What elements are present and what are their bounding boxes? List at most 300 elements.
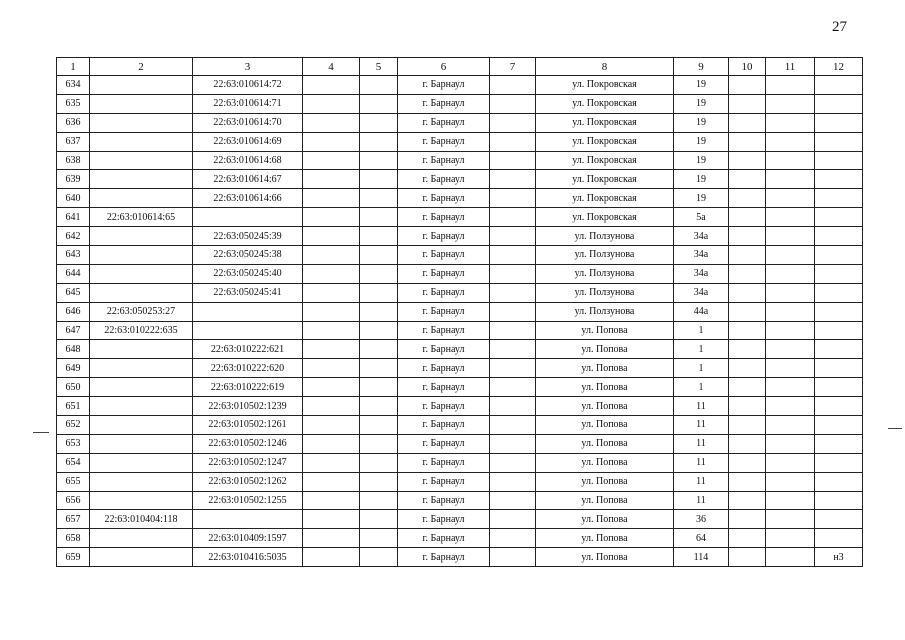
- table-cell-col-7: [490, 246, 536, 265]
- table-row: [57, 283, 863, 302]
- table-cell-col-10: [729, 491, 766, 510]
- table-cell-col-12: [815, 453, 863, 472]
- table-cell-col-5: [360, 397, 398, 416]
- table-cell-col-12: [815, 170, 863, 189]
- table-cell-col-8: ул. Попова: [536, 321, 674, 340]
- land-plot-registry-table: [56, 57, 863, 567]
- column-header-2: 2: [90, 58, 193, 76]
- table-cell-col-12: [815, 359, 863, 378]
- column-header-8: 8: [536, 58, 674, 76]
- table-cell-col-12: [815, 434, 863, 453]
- table-cell-col-11: [766, 208, 815, 227]
- table-cell-col-12: [815, 340, 863, 359]
- table-cell-col-5: [360, 94, 398, 113]
- table-cell-col-4: [303, 208, 360, 227]
- table-cell-col-4: [303, 340, 360, 359]
- table-cell-col-4: [303, 397, 360, 416]
- table-cell-col-2: [90, 491, 193, 510]
- table-cell-col-9: 19: [674, 170, 729, 189]
- table-cell-col-5: [360, 453, 398, 472]
- table-cell-col-11: [766, 321, 815, 340]
- table-cell-col-11: [766, 227, 815, 246]
- table-cell-col-5: [360, 264, 398, 283]
- table-cell-col-8: ул. Попова: [536, 416, 674, 435]
- table-cell-col-10: [729, 94, 766, 113]
- table-cell-col-1: 635: [57, 94, 90, 113]
- table-row: [57, 132, 863, 151]
- table-cell-col-3: 22:63:010614:68: [193, 151, 303, 170]
- table-cell-col-4: [303, 321, 360, 340]
- table-row: [57, 434, 863, 453]
- table-cell-col-9: 1: [674, 359, 729, 378]
- table-cell-col-4: [303, 491, 360, 510]
- table-cell-col-4: [303, 246, 360, 265]
- table-cell-col-1: 647: [57, 321, 90, 340]
- table-cell-col-10: [729, 132, 766, 151]
- column-header-11: 11: [766, 58, 815, 76]
- table-cell-col-2: [90, 113, 193, 132]
- table-cell-col-11: [766, 434, 815, 453]
- table-cell-col-4: [303, 132, 360, 151]
- table-cell-col-10: [729, 453, 766, 472]
- table-row: [57, 321, 863, 340]
- table-cell-col-2: [90, 283, 193, 302]
- table-cell-col-9: 64: [674, 529, 729, 548]
- table-cell-col-7: [490, 189, 536, 208]
- table-cell-col-10: [729, 416, 766, 435]
- table-cell-col-9: 36: [674, 510, 729, 529]
- table-cell-col-1: 636: [57, 113, 90, 132]
- table-cell-col-1: 658: [57, 529, 90, 548]
- table-row: [57, 302, 863, 321]
- table-cell-col-9: 19: [674, 189, 729, 208]
- table-cell-col-1: 659: [57, 548, 90, 567]
- table-cell-col-5: [360, 113, 398, 132]
- table-cell-col-6: г. Барнаул: [398, 76, 490, 95]
- table-cell-col-7: [490, 378, 536, 397]
- table-cell-col-6: г. Барнаул: [398, 340, 490, 359]
- table-cell-col-1: 639: [57, 170, 90, 189]
- table-cell-col-4: [303, 189, 360, 208]
- table-cell-col-7: [490, 132, 536, 151]
- table-cell-col-11: [766, 378, 815, 397]
- table-cell-col-3: 22:63:010222:621: [193, 340, 303, 359]
- table-cell-col-7: [490, 340, 536, 359]
- table-cell-col-1: 654: [57, 453, 90, 472]
- table-cell-col-6: г. Барнаул: [398, 208, 490, 227]
- table-cell-col-1: 642: [57, 227, 90, 246]
- table-cell-col-7: [490, 76, 536, 95]
- table-cell-col-7: [490, 472, 536, 491]
- table-cell-col-4: [303, 529, 360, 548]
- table-cell-col-6: г. Барнаул: [398, 510, 490, 529]
- table-cell-col-2: 22:63:010222:635: [90, 321, 193, 340]
- table-cell-col-1: 657: [57, 510, 90, 529]
- table-cell-col-3: 22:63:050245:38: [193, 246, 303, 265]
- table-cell-col-4: [303, 548, 360, 567]
- table-cell-col-9: 11: [674, 434, 729, 453]
- scan-artifact-right: [888, 428, 902, 429]
- table-cell-col-1: 637: [57, 132, 90, 151]
- table-cell-col-2: [90, 434, 193, 453]
- table-cell-col-5: [360, 340, 398, 359]
- table-cell-col-2: [90, 227, 193, 246]
- table-cell-col-2: 22:63:010404:118: [90, 510, 193, 529]
- table-cell-col-9: 5а: [674, 208, 729, 227]
- table-cell-col-9: 44а: [674, 302, 729, 321]
- table-cell-col-9: 11: [674, 416, 729, 435]
- table-cell-col-7: [490, 321, 536, 340]
- table-cell-col-1: 649: [57, 359, 90, 378]
- column-header-3: 3: [193, 58, 303, 76]
- column-header-1: 1: [57, 58, 90, 76]
- table-cell-col-9: 34а: [674, 283, 729, 302]
- table-cell-col-11: [766, 548, 815, 567]
- column-header-4: 4: [303, 58, 360, 76]
- table-cell-col-12: [815, 397, 863, 416]
- table-row: [57, 491, 863, 510]
- table-cell-col-6: г. Барнаул: [398, 321, 490, 340]
- table-cell-col-4: [303, 283, 360, 302]
- table-cell-col-10: [729, 302, 766, 321]
- table-cell-col-6: г. Барнаул: [398, 246, 490, 265]
- table-cell-col-2: [90, 359, 193, 378]
- table-cell-col-6: г. Барнаул: [398, 529, 490, 548]
- table-cell-col-6: г. Барнаул: [398, 434, 490, 453]
- table-cell-col-7: [490, 227, 536, 246]
- table-cell-col-10: [729, 510, 766, 529]
- table-cell-col-6: г. Барнаул: [398, 227, 490, 246]
- table-cell-col-1: 648: [57, 340, 90, 359]
- table-cell-col-2: [90, 189, 193, 208]
- table-cell-col-5: [360, 321, 398, 340]
- table-cell-col-6: г. Барнаул: [398, 170, 490, 189]
- table-cell-col-1: 651: [57, 397, 90, 416]
- table-cell-col-11: [766, 491, 815, 510]
- table-cell-col-10: [729, 340, 766, 359]
- table-cell-col-12: [815, 264, 863, 283]
- table-cell-col-2: [90, 340, 193, 359]
- table-cell-col-1: 653: [57, 434, 90, 453]
- table-cell-col-8: ул. Попова: [536, 378, 674, 397]
- table-cell-col-10: [729, 359, 766, 378]
- table-cell-col-11: [766, 170, 815, 189]
- table-cell-col-7: [490, 434, 536, 453]
- table-cell-col-4: [303, 378, 360, 397]
- table-cell-col-10: [729, 227, 766, 246]
- table-cell-col-7: [490, 359, 536, 378]
- table-cell-col-12: [815, 321, 863, 340]
- table-cell-col-9: 34а: [674, 227, 729, 246]
- table-cell-col-10: [729, 189, 766, 208]
- table-row: [57, 529, 863, 548]
- table-row: [57, 170, 863, 189]
- table-cell-col-6: г. Барнаул: [398, 264, 490, 283]
- table-row: [57, 416, 863, 435]
- table-row: [57, 453, 863, 472]
- table-cell-col-12: [815, 472, 863, 491]
- table-cell-col-4: [303, 416, 360, 435]
- table-cell-col-9: 1: [674, 378, 729, 397]
- table-cell-col-1: 643: [57, 246, 90, 265]
- table-cell-col-10: [729, 434, 766, 453]
- table-row: [57, 227, 863, 246]
- table-cell-col-1: 644: [57, 264, 90, 283]
- table-cell-col-12: [815, 491, 863, 510]
- table-cell-col-2: [90, 94, 193, 113]
- table-cell-col-3: 22:63:050245:39: [193, 227, 303, 246]
- table-cell-col-7: [490, 529, 536, 548]
- table-cell-col-12: [815, 378, 863, 397]
- table-row: [57, 113, 863, 132]
- table-cell-col-12: [815, 529, 863, 548]
- table-cell-col-7: [490, 416, 536, 435]
- table-cell-col-4: [303, 227, 360, 246]
- table-cell-col-11: [766, 453, 815, 472]
- table-cell-col-1: 655: [57, 472, 90, 491]
- table-cell-col-5: [360, 151, 398, 170]
- table-cell-col-3: [193, 321, 303, 340]
- table-cell-col-2: [90, 416, 193, 435]
- table-cell-col-8: ул. Ползунова: [536, 246, 674, 265]
- table-cell-col-3: 22:63:010416:5035: [193, 548, 303, 567]
- table-cell-col-11: [766, 264, 815, 283]
- table-row: [57, 151, 863, 170]
- table-cell-col-12: [815, 113, 863, 132]
- column-header-5: 5: [360, 58, 398, 76]
- table-cell-col-2: 22:63:050253:27: [90, 302, 193, 321]
- table-cell-col-1: 640: [57, 189, 90, 208]
- table-cell-col-10: [729, 397, 766, 416]
- table-cell-col-6: г. Барнаул: [398, 189, 490, 208]
- table-cell-col-6: г. Барнаул: [398, 94, 490, 113]
- table-cell-col-12: [815, 132, 863, 151]
- table-cell-col-9: 19: [674, 94, 729, 113]
- column-header-12: 12: [815, 58, 863, 76]
- table-cell-col-1: 634: [57, 76, 90, 95]
- table-cell-col-3: 22:63:010614:69: [193, 132, 303, 151]
- table-cell-col-8: ул. Ползунова: [536, 227, 674, 246]
- column-header-6: 6: [398, 58, 490, 76]
- table-cell-col-5: [360, 416, 398, 435]
- table-cell-col-12: [815, 302, 863, 321]
- table-cell-col-3: [193, 302, 303, 321]
- table-cell-col-5: [360, 170, 398, 189]
- table-cell-col-2: [90, 151, 193, 170]
- table-row: [57, 510, 863, 529]
- table-cell-col-4: [303, 510, 360, 529]
- table-cell-col-10: [729, 529, 766, 548]
- table-cell-col-4: [303, 359, 360, 378]
- table-cell-col-8: ул. Покровская: [536, 76, 674, 95]
- table-cell-col-2: [90, 264, 193, 283]
- table-cell-col-4: [303, 472, 360, 491]
- table-cell-col-5: [360, 208, 398, 227]
- table-cell-col-3: 22:63:010502:1255: [193, 491, 303, 510]
- table-cell-col-4: [303, 434, 360, 453]
- table-cell-col-1: 641: [57, 208, 90, 227]
- table-cell-col-8: ул. Попова: [536, 510, 674, 529]
- table-cell-col-10: [729, 472, 766, 491]
- table-cell-col-12: [815, 151, 863, 170]
- table-cell-col-3: 22:63:010409:1597: [193, 529, 303, 548]
- table-cell-col-11: [766, 397, 815, 416]
- table-cell-col-3: 22:63:010614:70: [193, 113, 303, 132]
- table-cell-col-10: [729, 170, 766, 189]
- table-cell-col-8: ул. Попова: [536, 359, 674, 378]
- table-cell-col-7: [490, 397, 536, 416]
- table-cell-col-2: [90, 246, 193, 265]
- table-cell-col-11: [766, 283, 815, 302]
- table-cell-col-3: 22:63:010222:620: [193, 359, 303, 378]
- table-cell-col-3: 22:63:010614:72: [193, 76, 303, 95]
- table-row: [57, 472, 863, 491]
- table-cell-col-11: [766, 359, 815, 378]
- table-cell-col-3: 22:63:010502:1261: [193, 416, 303, 435]
- table-cell-col-4: [303, 113, 360, 132]
- table-cell-col-4: [303, 453, 360, 472]
- table-cell-col-10: [729, 264, 766, 283]
- table-cell-col-3: 22:63:050245:40: [193, 264, 303, 283]
- table-cell-col-6: г. Барнаул: [398, 132, 490, 151]
- table-cell-col-8: ул. Ползунова: [536, 283, 674, 302]
- table-cell-col-2: [90, 132, 193, 151]
- table-cell-col-3: 22:63:010614:66: [193, 189, 303, 208]
- table-cell-col-9: 34а: [674, 264, 729, 283]
- table-cell-col-10: [729, 378, 766, 397]
- table-cell-col-5: [360, 302, 398, 321]
- table-cell-col-6: г. Барнаул: [398, 397, 490, 416]
- table-cell-col-6: г. Барнаул: [398, 151, 490, 170]
- table-cell-col-12: [815, 208, 863, 227]
- table-cell-col-9: 19: [674, 151, 729, 170]
- table-cell-col-3: 22:63:010502:1246: [193, 434, 303, 453]
- table-cell-col-8: ул. Покровская: [536, 94, 674, 113]
- table-cell-col-4: [303, 170, 360, 189]
- table-cell-col-2: [90, 397, 193, 416]
- table-cell-col-9: 19: [674, 113, 729, 132]
- table-cell-col-4: [303, 76, 360, 95]
- table-cell-col-3: 22:63:010614:71: [193, 94, 303, 113]
- table-cell-col-7: [490, 264, 536, 283]
- table-cell-col-8: ул. Попова: [536, 434, 674, 453]
- table-cell-col-6: г. Барнаул: [398, 472, 490, 491]
- table-cell-col-11: [766, 113, 815, 132]
- table-cell-col-6: г. Барнаул: [398, 359, 490, 378]
- table-cell-col-8: ул. Ползунова: [536, 264, 674, 283]
- table-cell-col-3: 22:63:010222:619: [193, 378, 303, 397]
- table-cell-col-7: [490, 170, 536, 189]
- table-cell-col-5: [360, 283, 398, 302]
- table-cell-col-3: [193, 208, 303, 227]
- table-cell-col-2: [90, 548, 193, 567]
- table-cell-col-12: [815, 227, 863, 246]
- table-cell-col-9: 19: [674, 132, 729, 151]
- table-row: [57, 94, 863, 113]
- table-cell-col-9: 1: [674, 340, 729, 359]
- table-cell-col-7: [490, 491, 536, 510]
- table-cell-col-10: [729, 321, 766, 340]
- table-cell-col-9: 19: [674, 76, 729, 95]
- table-cell-col-10: [729, 283, 766, 302]
- table-cell-col-7: [490, 113, 536, 132]
- table-cell-col-3: 22:63:010502:1262: [193, 472, 303, 491]
- table-cell-col-6: г. Барнаул: [398, 453, 490, 472]
- table-cell-col-9: 11: [674, 472, 729, 491]
- table-cell-col-8: ул. Покровская: [536, 170, 674, 189]
- table-cell-col-12: [815, 283, 863, 302]
- table-cell-col-1: 652: [57, 416, 90, 435]
- table-cell-col-11: [766, 340, 815, 359]
- table-row: [57, 397, 863, 416]
- table-cell-col-6: г. Барнаул: [398, 302, 490, 321]
- table-cell-col-3: 22:63:010502:1247: [193, 453, 303, 472]
- table-cell-col-8: ул. Ползунова: [536, 302, 674, 321]
- table-cell-col-12: [815, 76, 863, 95]
- page-number: 27: [832, 19, 847, 35]
- table-cell-col-5: [360, 548, 398, 567]
- table-cell-col-9: 11: [674, 453, 729, 472]
- table-cell-col-12: [815, 416, 863, 435]
- table-cell-col-5: [360, 359, 398, 378]
- table-row: [57, 76, 863, 95]
- table-cell-col-5: [360, 529, 398, 548]
- table-cell-col-5: [360, 227, 398, 246]
- table-cell-col-5: [360, 76, 398, 95]
- table-cell-col-12: [815, 246, 863, 265]
- table-cell-col-4: [303, 264, 360, 283]
- table-cell-col-2: [90, 529, 193, 548]
- table-header-row: [57, 58, 863, 76]
- table-cell-col-5: [360, 491, 398, 510]
- table-cell-col-11: [766, 302, 815, 321]
- table-row: [57, 189, 863, 208]
- table-cell-col-12: н3: [815, 548, 863, 567]
- table-row: [57, 264, 863, 283]
- table-row: [57, 378, 863, 397]
- table-cell-col-4: [303, 302, 360, 321]
- table-cell-col-11: [766, 246, 815, 265]
- table-cell-col-9: 1: [674, 321, 729, 340]
- table-cell-col-8: ул. Попова: [536, 340, 674, 359]
- table-cell-col-11: [766, 510, 815, 529]
- table-row: [57, 359, 863, 378]
- table-cell-col-8: ул. Попова: [536, 453, 674, 472]
- table-cell-col-4: [303, 151, 360, 170]
- table-cell-col-8: ул. Покровская: [536, 208, 674, 227]
- table-cell-col-8: ул. Попова: [536, 548, 674, 567]
- table-cell-col-8: ул. Попова: [536, 472, 674, 491]
- table-cell-col-2: [90, 378, 193, 397]
- table-cell-col-10: [729, 548, 766, 567]
- table-row: [57, 208, 863, 227]
- table-cell-col-7: [490, 510, 536, 529]
- table-cell-col-3: 22:63:050245:41: [193, 283, 303, 302]
- table-cell-col-6: г. Барнаул: [398, 548, 490, 567]
- table-cell-col-7: [490, 453, 536, 472]
- table-cell-col-7: [490, 151, 536, 170]
- table-cell-col-2: [90, 170, 193, 189]
- scan-artifact-left: [33, 432, 49, 433]
- table-cell-col-5: [360, 132, 398, 151]
- table-cell-col-6: г. Барнаул: [398, 378, 490, 397]
- table-cell-col-9: 34а: [674, 246, 729, 265]
- table-cell-col-5: [360, 510, 398, 529]
- table-cell-col-2: [90, 76, 193, 95]
- table-cell-col-7: [490, 94, 536, 113]
- table-cell-col-9: 11: [674, 491, 729, 510]
- table-cell-col-10: [729, 151, 766, 170]
